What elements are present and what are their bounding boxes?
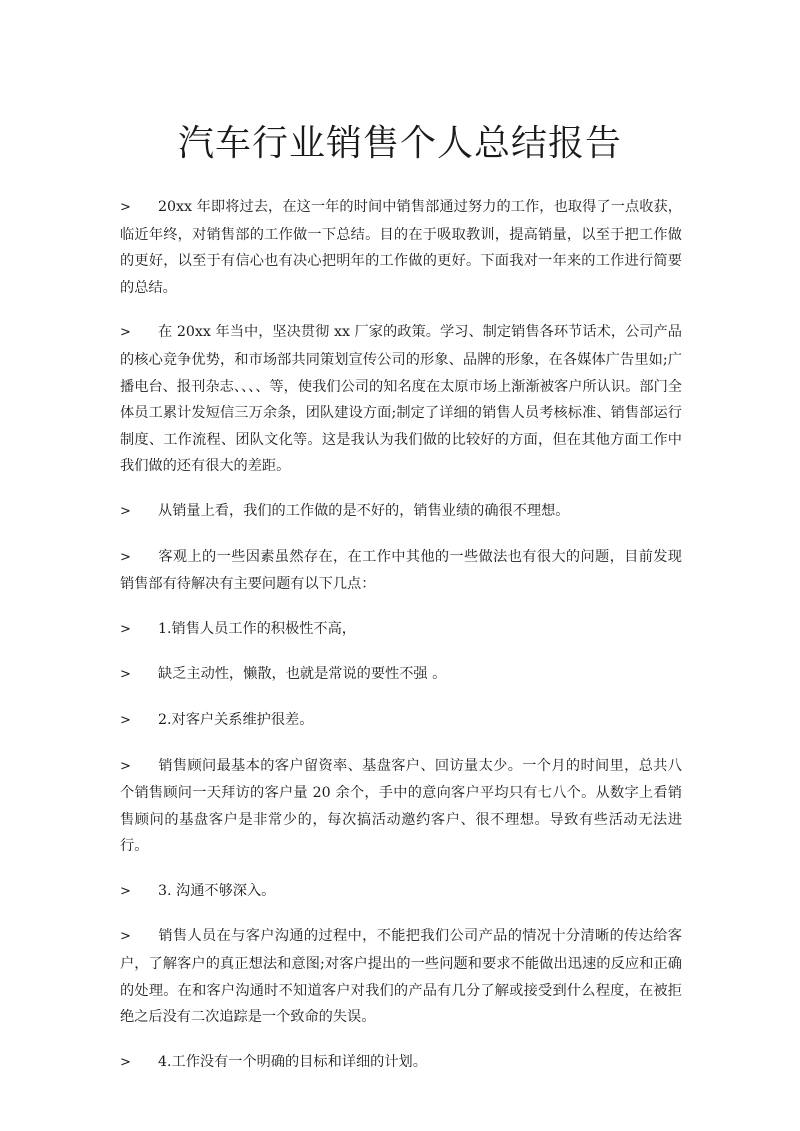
paragraph-text: 1.销售人员工作的积极性不高，: [158, 620, 356, 637]
paragraph: [120, 544, 682, 598]
paragraph-text: 在 20xx 年当中，坚决贯彻 xx 厂家的政策。学习、制定销售各环节话术，公司产品的核心竞争优势，和市场部共同策划宣传公司的形象、品牌的形象，在各媒体广告里如;广播电台、报刊杂志、、、、等，使我们公司的知名度在太原市场上渐渐被客户所认识。部门全体员工累计发短信三万余条，团队建设方面;制定了详细的销售人员考核标准、销售部运行制度、工作流程、团队文化等。这是我认为我们做的比较好的方面，但在其他方面工作中我们做的还有很大的差距。: [120, 324, 682, 475]
bullet-marker: >: [120, 549, 131, 565]
paragraph: [120, 616, 682, 644]
paragraph-text: 缺乏主动性，懒散，也就是常说的要性不强 。: [158, 666, 447, 683]
paragraph-text: 20xx 年即将过去，在这一年的时间中销售部通过努力的工作，也取得了一点收获，临近年终，对销售部的工作做一下总结。目的在于吸取教训，提高销量，以至于把工作做的更好，以至于有信心也有决心把明年的工作做的更好。下面我对一年来的工作进行简要的总结。: [120, 199, 682, 296]
bullet-marker: >: [120, 883, 131, 899]
paragraph-text: 客观上的一些因素虽然存在，在工作中其他的一些做法也有很大的问题，目前发现销售部有待解决有主要问题有以下几点：: [120, 548, 682, 593]
bullet-marker: >: [120, 712, 131, 728]
paragraph-text: 销售人员在与客户沟通的过程中，不能把我们公司产品的情况十分清晰的传达给客户，了解客户的真正想法和意图;对客户提出的一些问题和要求不能做出迅速的反应和正确的处理。在和客户沟通时不知道客户对我们的产品有几分了解或接受到什么程度，在被拒绝之后没有二次追踪是一个致命的失误。: [120, 928, 682, 1026]
bullet-marker: >: [120, 503, 131, 519]
paragraph: [120, 661, 682, 689]
paragraph: [120, 753, 682, 860]
paragraph-text: 销售顾问最基本的客户留资率、基盘客户、回访量太少。一个月的时间里，总共八个销售顾问一天拜访的客户量 20 余个，手中的意向客户平均只有七八个。从数字上看销售顾问的基盘客户是非常少的，每次搞活动邀约客户、很不理想。导致有些活动无法进行。: [120, 757, 682, 855]
paragraph-text: 4.工作没有一个明确的目标和详细的计划。: [158, 1053, 427, 1070]
paragraph-text: 3. 沟通不够深入。: [158, 882, 276, 899]
paragraph: [120, 194, 682, 301]
paragraph: [120, 498, 682, 526]
paragraph: [120, 923, 682, 1030]
paragraph: [120, 878, 682, 906]
paragraph: [120, 1049, 682, 1077]
bullet-marker: >: [120, 1054, 131, 1070]
paragraph: [120, 707, 682, 735]
paragraph-text: 从销量上看，我们的工作做的是不好的，销售业绩的确很不理想。: [158, 502, 570, 519]
document-title: 汽车行业销售个人总结报告: [177, 123, 622, 164]
paragraph-text: 2.对客户关系维护很差。: [158, 711, 314, 728]
bullet-marker: >: [120, 667, 131, 683]
bullet-marker: >: [120, 325, 131, 341]
bullet-marker: >: [120, 758, 131, 774]
bullet-marker: >: [120, 200, 131, 215]
document-body: [120, 194, 682, 1094]
bullet-marker: >: [120, 929, 131, 945]
paragraph: [120, 319, 682, 480]
bullet-marker: >: [120, 621, 131, 637]
